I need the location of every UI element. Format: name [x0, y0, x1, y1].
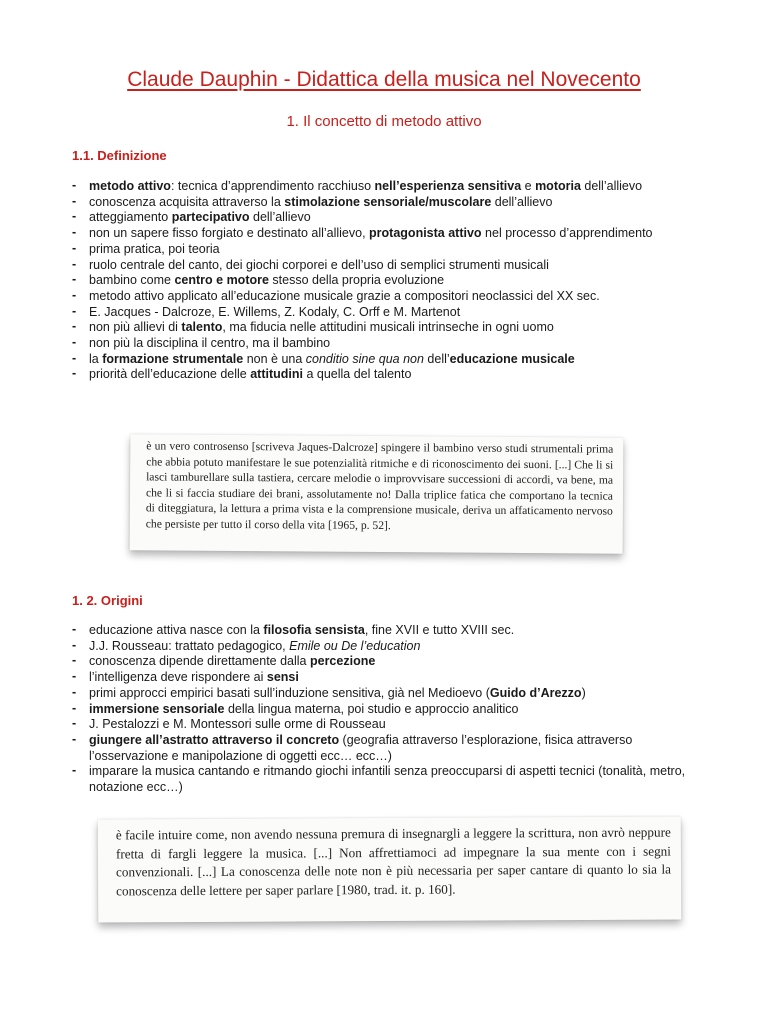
- bold-text: talento: [181, 320, 223, 335]
- bullet-dash: -: [72, 240, 77, 255]
- text: (geografia attraverso l’esplorazione, fisica attraverso l’osservazione e manipolazione di oggetti ecc… ecc…): [89, 732, 633, 763]
- list-item: [72, 352, 712, 368]
- bold-text: sensi: [266, 670, 299, 685]
- bold-text: filosofia sensista: [263, 623, 365, 637]
- list-item: [72, 639, 712, 655]
- list-item: [72, 733, 712, 764]
- text: , ma fiducia nelle attitudini musicali intrinseche in ogni uomo: [222, 320, 554, 335]
- italic-text: conditio sine qua non: [305, 351, 424, 366]
- text: atteggiamento: [89, 210, 172, 225]
- bold-text: Guido d’Arezzo: [489, 685, 582, 700]
- list-item: [72, 764, 712, 795]
- text: metodo attivo applicato all’educazione musicale grazie a compositori neoclassici del XX sec.: [89, 288, 600, 303]
- bullet-dash: -: [72, 622, 77, 636]
- list-item: [72, 258, 712, 274]
- chapter-subtitle: 1. Il concetto di metodo attivo: [286, 113, 482, 130]
- bold-text: educazione musicale: [449, 351, 575, 366]
- bullet-dash: -: [72, 716, 77, 731]
- bold-text: attitudini: [250, 367, 303, 382]
- bullet-dash: -: [72, 763, 77, 778]
- text: priorità dell’educazione delle: [89, 367, 251, 382]
- bullet-dash: -: [72, 700, 77, 715]
- bold-text: centro e motore: [174, 273, 269, 288]
- list-item: [72, 670, 712, 686]
- list-item: [72, 226, 712, 242]
- bullet-dash: -: [72, 178, 77, 192]
- text: dell’: [423, 351, 450, 366]
- bullet-dash: -: [72, 209, 77, 224]
- list-item: [72, 654, 712, 670]
- text: dell’allievo: [580, 179, 643, 193]
- bold-text: partecipativo: [171, 210, 250, 225]
- list-item: [72, 320, 712, 336]
- text: dell’allievo: [249, 210, 311, 225]
- list-item: [72, 242, 712, 258]
- list-item: [72, 289, 712, 305]
- bullet-dash: -: [72, 335, 77, 350]
- bullet-dash: -: [72, 669, 77, 684]
- list-item: [72, 273, 712, 289]
- definizione-bullet-list: [72, 179, 712, 383]
- quote-jaques-dalcroze: è un vero controsenso [scriveva Jaques-Dalcroze] spingere il bambino verso studi strumentali prima che abbia potuto manifestare le sue potenzialità ritmiche e di riconoscimento dei suoni. [...] Che li si lasci tamburellare sulla tastiera, cercare melodie o improvvisare successioni di accordi, va bene, ma che li si faccia studiare dei brani, assolutamente no! Dalla triplice fatica che comportano la tecnica di diteggiatura, la lettura a prima vista e la comprensione musicale, deriva un affaticamento nervoso che persiste per tutto il corso della vita [1965, p. 52].: [130, 434, 624, 553]
- list-item: [72, 367, 712, 383]
- bullet-dash: -: [72, 303, 77, 318]
- text: della lingua materna, poi studio e approccio analitico: [224, 701, 519, 716]
- bullet-dash: -: [72, 272, 77, 287]
- text: bambino come: [89, 273, 175, 288]
- text: dell’allievo: [491, 194, 553, 209]
- bold-text: protagonista attivo: [369, 226, 482, 241]
- text: primi approcci empirici basati sull’induzione sensitiva, già nel Medioevo (: [89, 685, 490, 700]
- quote-rousseau: è facile intuire come, non avendo nessuna premura di insegnargli a leggere la scrittura, non avrò neppure fretta di fargli leggere la musica. [...] Non affrettiamoci ad impegnare la sua mente con i segni convenzionali. [...] La conoscenza delle note non è più necessaria per saper cantare di quanto lo sia la conoscenza delle lettere per saper parlare [1980, trad. it. p. 160].: [98, 816, 682, 922]
- bullet-dash: -: [72, 287, 77, 302]
- list-item: [72, 336, 712, 352]
- bold-text: formazione strumentale: [102, 351, 244, 366]
- text: non è una: [243, 351, 306, 366]
- list-item: [72, 686, 712, 702]
- text: non più allievi di: [89, 320, 182, 335]
- list-item: [72, 717, 712, 733]
- bold-text: immersione sensoriale: [89, 701, 225, 716]
- section-heading-origini: 1. 2. Origini: [72, 593, 143, 608]
- text: prima pratica, poi teoria: [89, 241, 220, 256]
- text: stesso della propria evoluzione: [268, 273, 445, 288]
- text: non un sapere fisso forgiato e destinato all’allievo,: [89, 226, 370, 241]
- section-heading-definizione: 1.1. Definizione: [72, 148, 167, 163]
- text: la: [89, 351, 103, 366]
- origini-bullet-list: [72, 623, 712, 796]
- bold-text: stimolazione sensoriale/muscolare: [284, 194, 492, 209]
- text: : tecnica d’apprendimento racchiuso: [170, 179, 375, 193]
- document-title: Claude Dauphin - Didattica della musica nel Novecento: [127, 68, 641, 91]
- text: e: [521, 179, 536, 193]
- bullet-dash: -: [72, 319, 77, 334]
- bullet-dash: -: [72, 193, 77, 208]
- bullet-dash: -: [72, 350, 77, 365]
- text: ruolo centrale del canto, dei giochi corporei e dell’uso di semplici strumenti musicali: [89, 257, 549, 272]
- text: conoscenza dipende direttamente dalla: [89, 654, 310, 669]
- text: , fine XVII e tutto XVIII sec.: [364, 623, 515, 637]
- bullet-dash: -: [72, 225, 77, 240]
- text: J.J. Rousseau: trattato pedagogico,: [89, 638, 290, 653]
- text: nel processo d’apprendimento: [481, 226, 653, 241]
- bullet-dash: -: [72, 256, 77, 271]
- bold-text: nell’esperienza sensitiva: [374, 179, 522, 193]
- italic-text: Emile ou De l’education: [289, 638, 421, 653]
- bullet-dash: -: [72, 366, 77, 381]
- text: conoscenza acquisita attraverso la: [89, 194, 285, 209]
- list-item: [72, 623, 712, 639]
- text: ): [581, 685, 586, 700]
- text: imparare la musica cantando e ritmando giochi infantili senza preoccuparsi di aspetti tecnici (tonalità, metro, notazione ecc…): [89, 764, 686, 795]
- text: E. Jacques - Dalcroze, E. Willems, Z. Kodaly, C. Orff e M. Martenot: [89, 304, 461, 319]
- bullet-dash: -: [72, 653, 77, 668]
- bold-text: motoria: [535, 179, 581, 193]
- list-item: [72, 179, 712, 195]
- text: J. Pestalozzi e M. Montessori sulle orme di Rousseau: [89, 717, 386, 732]
- text: non più la disciplina il centro, ma il bambino: [89, 336, 331, 351]
- bold-text: percezione: [309, 654, 376, 669]
- bold-text: giungere all’astratto attraverso il concreto: [89, 732, 340, 747]
- text: educazione attiva nasce con la: [89, 623, 264, 637]
- text: l’intelligenza deve rispondere ai: [89, 670, 267, 685]
- list-item: [72, 702, 712, 718]
- text: a quella del talento: [302, 367, 412, 382]
- bullet-dash: -: [72, 731, 77, 746]
- bullet-dash: -: [72, 637, 77, 652]
- list-item: [72, 210, 712, 226]
- bold-text: metodo attivo: [89, 179, 171, 193]
- bullet-dash: -: [72, 684, 77, 699]
- list-item: [72, 305, 712, 321]
- list-item: [72, 195, 712, 211]
